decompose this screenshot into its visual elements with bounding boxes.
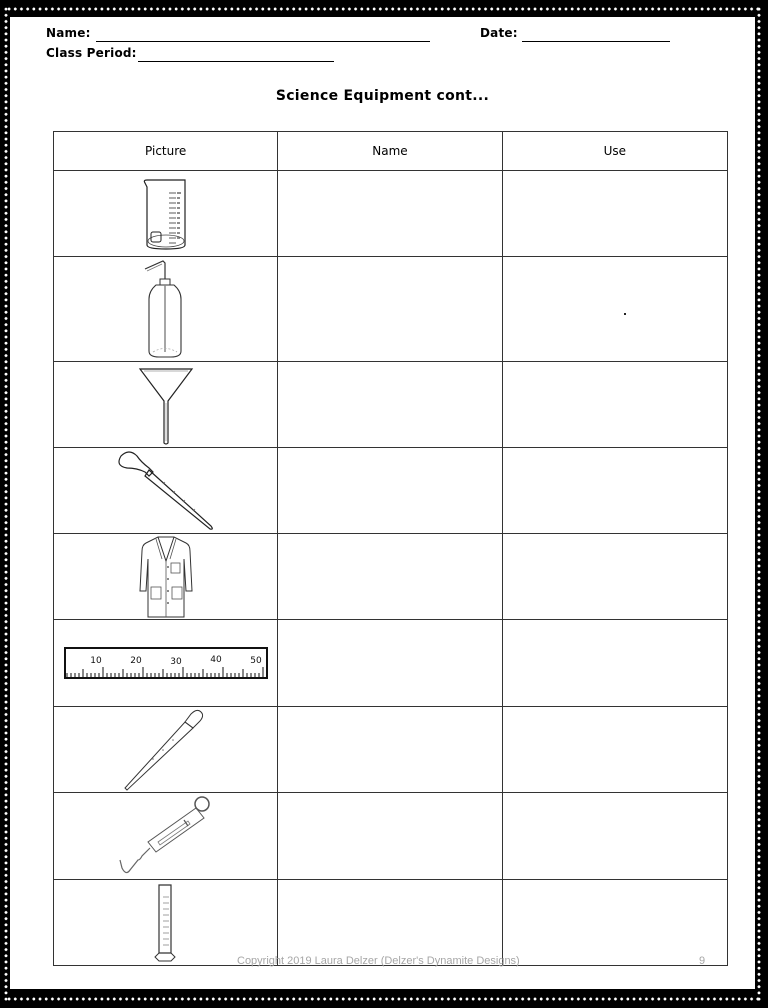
picture-cell xyxy=(54,793,278,880)
graduated-cylinder-icon xyxy=(151,883,181,963)
ruler-icon xyxy=(63,646,269,680)
class-period-label: Class Period: xyxy=(46,46,137,60)
name-answer-cell[interactable] xyxy=(278,362,502,448)
name-answer-cell[interactable] xyxy=(278,534,502,620)
wash-bottle-icon xyxy=(141,259,191,359)
use-answer-cell[interactable] xyxy=(502,171,727,257)
table-header-row xyxy=(54,132,728,171)
table-row xyxy=(54,171,728,257)
picture-cell xyxy=(54,171,278,257)
use-answer-cell[interactable] xyxy=(502,362,727,448)
picture-cell xyxy=(54,257,278,362)
stray-mark xyxy=(624,313,626,315)
use-answer-cell[interactable] xyxy=(502,448,727,534)
page-title: Science Equipment cont... xyxy=(275,88,490,104)
beaker-icon xyxy=(141,177,191,251)
table-row xyxy=(54,448,728,534)
date-field[interactable] xyxy=(522,41,670,42)
page-number: 9 xyxy=(699,955,706,967)
use-answer-cell[interactable] xyxy=(502,793,727,880)
use-answer-cell[interactable] xyxy=(502,707,727,793)
frame-dots-left xyxy=(3,6,9,1002)
picture-cell xyxy=(54,448,278,534)
equipment-table xyxy=(53,131,728,966)
name-answer-cell[interactable] xyxy=(278,257,502,362)
eye-dropper-icon xyxy=(111,450,221,532)
class-period-field[interactable] xyxy=(138,61,334,62)
table-row xyxy=(54,257,728,362)
frame-dots-right xyxy=(756,6,762,1002)
name-label: Name: xyxy=(46,26,91,40)
name-answer-cell[interactable] xyxy=(278,793,502,880)
table-row xyxy=(54,362,728,448)
use-answer-cell[interactable] xyxy=(502,620,727,707)
frame-dots-top xyxy=(6,6,762,12)
picture-cell xyxy=(54,620,278,707)
worksheet-page xyxy=(10,17,755,989)
date-label: Date: xyxy=(480,26,518,40)
picture-cell xyxy=(54,707,278,793)
column-header-name: Name xyxy=(278,132,502,171)
svg-text:40: 40 xyxy=(209,655,222,665)
column-header-use: Use xyxy=(502,132,727,171)
svg-text:30: 30 xyxy=(169,657,182,667)
svg-text:20: 20 xyxy=(129,656,142,666)
column-header-picture: Picture xyxy=(54,132,278,171)
picture-cell xyxy=(54,534,278,620)
use-answer-cell[interactable] xyxy=(502,534,727,620)
picture-cell xyxy=(54,362,278,448)
funnel-icon xyxy=(136,363,196,447)
table-row xyxy=(54,620,728,707)
table-row xyxy=(54,880,728,966)
name-answer-cell[interactable] xyxy=(278,880,502,966)
pipette-icon xyxy=(121,708,211,792)
svg-text:50: 50 xyxy=(249,656,262,666)
use-answer-cell[interactable] xyxy=(502,880,727,966)
svg-text:10: 10 xyxy=(89,656,102,666)
table-row xyxy=(54,534,728,620)
name-answer-cell[interactable] xyxy=(278,171,502,257)
table-row xyxy=(54,793,728,880)
spring-scale-icon xyxy=(118,794,214,878)
lab-coat-icon xyxy=(138,535,194,619)
table-row xyxy=(54,707,728,793)
name-answer-cell[interactable] xyxy=(278,448,502,534)
frame-dots-bottom xyxy=(6,996,762,1002)
name-field[interactable] xyxy=(96,41,430,42)
name-answer-cell[interactable] xyxy=(278,620,502,707)
name-answer-cell[interactable] xyxy=(278,707,502,793)
copyright-notice: Copyright 2019 Laura Delzer (Delzer's Dynamite Designs) xyxy=(237,955,520,967)
picture-cell xyxy=(54,880,278,966)
use-answer-cell[interactable] xyxy=(502,257,727,362)
